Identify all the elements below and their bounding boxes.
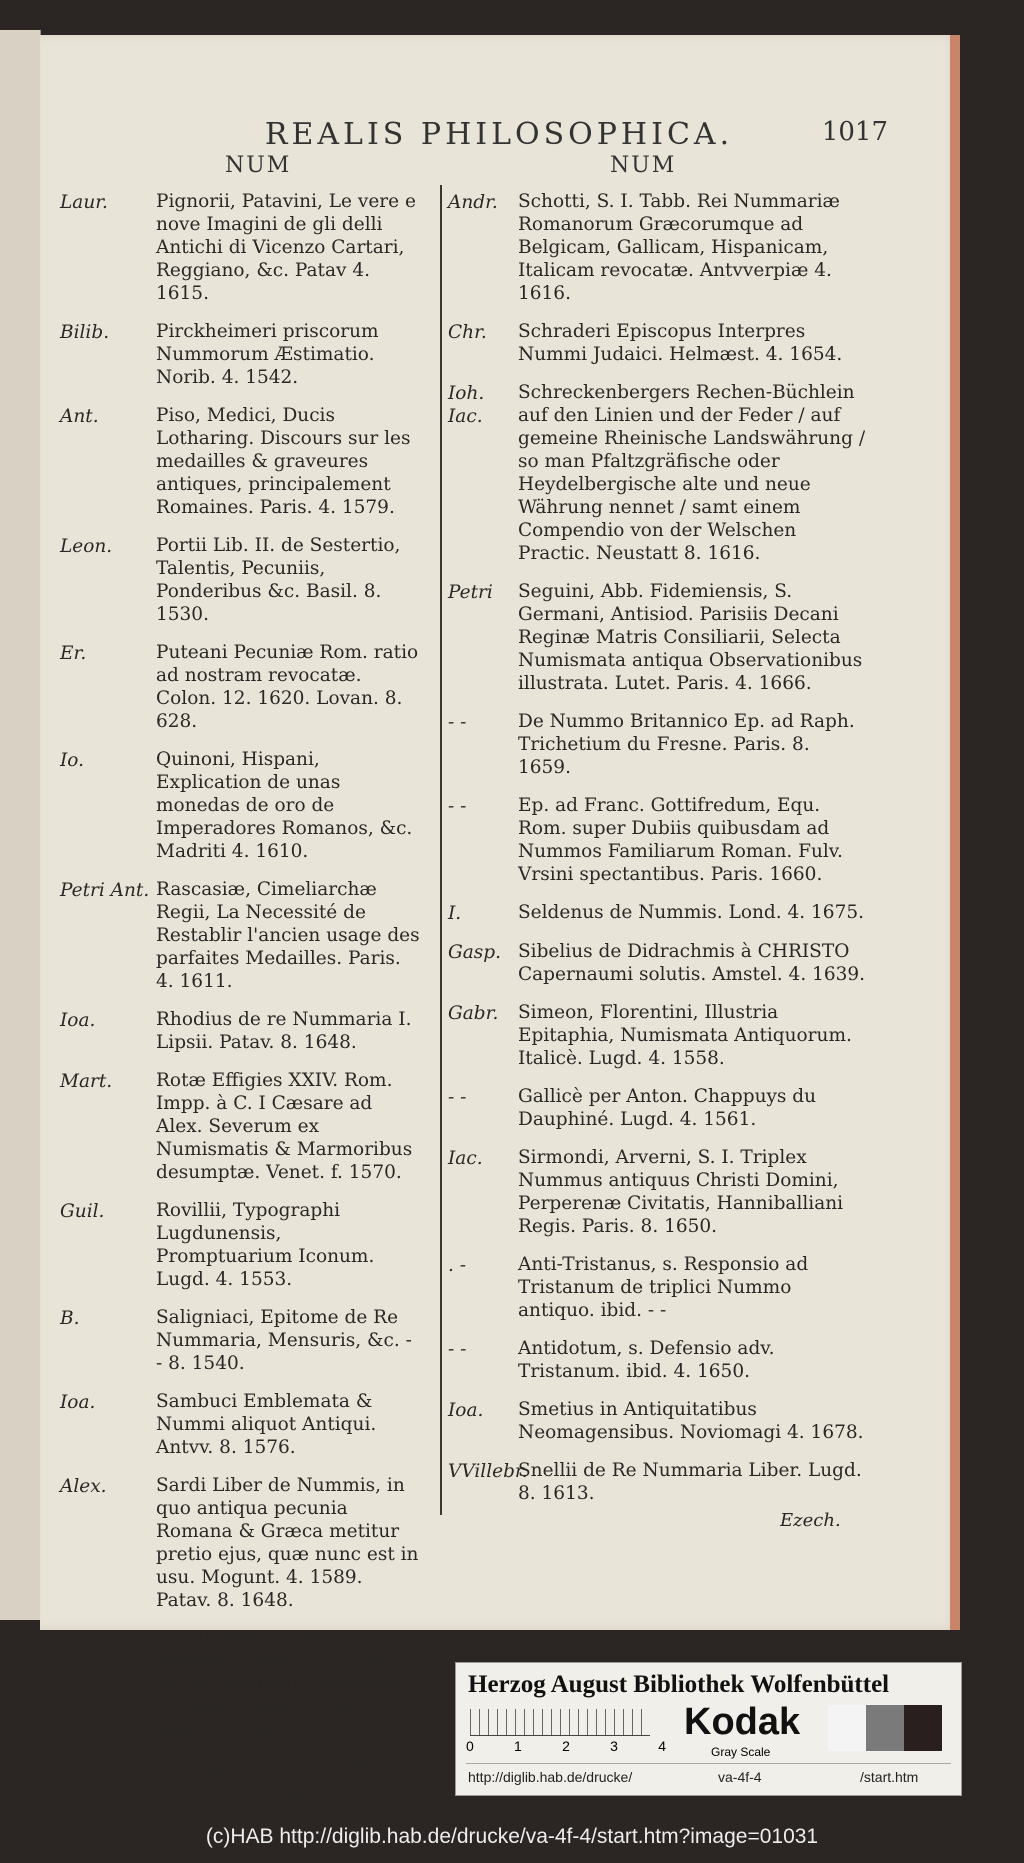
entry-text: Schraderi Episcopus Interpres Nummi Judaici. Helmæst. 4. 1654. — [518, 321, 843, 365]
entry-text: Puteani Pecuniæ Rom. ratio ad nostram revocatæ. Colon. 12. 1620. Lovan. 8. 628. — [156, 642, 419, 732]
entry-forename: Ant. — [60, 406, 99, 427]
bibliography-entry — [448, 710, 868, 779]
gray-swatch — [828, 1705, 866, 1751]
ruler-labels — [466, 1738, 666, 1754]
bibliography-entry — [448, 1085, 868, 1131]
ruler-label: 4 — [658, 1738, 666, 1754]
page-fore-edge — [950, 35, 960, 1630]
running-head: REALIS PHILOSOPHICA. — [264, 117, 734, 152]
bibliography-entry — [60, 641, 420, 733]
left-column-head: NUM — [225, 153, 292, 178]
entry-text: Rascasiæ, Cimeliarchæ Regii, La Necessité de Restablir l'ancien usage des parfaites Medailles. Paris. 4. 1611. — [156, 879, 420, 992]
entry-text: Saligniaci, Epitome de Re Nummaria, Mensuris, &c. - - 8. 1540. — [156, 1307, 412, 1374]
entry-forename: Petri Ant. — [60, 880, 150, 901]
entry-forename: Gasp. — [448, 942, 502, 963]
bibliography-entry — [60, 1627, 420, 1742]
entry-forename: Ioh. Iac. — [448, 383, 485, 427]
bibliography-entry — [448, 1253, 868, 1322]
bibliography-entry — [60, 878, 420, 993]
library-name: Herzog August Bibliothek Wolfenbüttel — [468, 1671, 890, 1698]
entry-forename: Gabr. — [448, 1003, 499, 1024]
entry-forename: B. — [60, 1308, 80, 1329]
bibliography-entry — [60, 404, 420, 519]
entry-text: Quinoni, Hispani, Explication de unas monedas de oro de Imperadores Romanos, &c. Madriti 4. 1610. — [156, 749, 413, 862]
gray-swatch — [866, 1705, 904, 1751]
bibliography-entry — [448, 1146, 868, 1238]
entry-forename: - - — [448, 796, 467, 817]
entry-text: Pignorii, Patavini, Le vere e nove Imagini de gli delli Antichi di Vicenzo Cartari, Reggiano, &c. Patav 4. 1615. — [156, 191, 416, 304]
entry-text: Simeon, Florentini, Illustria Epitaphia, Numismata Antiquorum. Italicè. Lugd. 4. 1558. — [518, 1002, 852, 1069]
copyright-footer: (c)HAB http://diglib.hab.de/drucke/va-4f-4/start.htm?image=01031 — [205, 1825, 819, 1848]
entry-forename: Ioa. — [448, 1400, 484, 1421]
entry-text: Scaligeri Dissert. de Re Nummaria. Lugd. B. 8. 1616. — [156, 1758, 378, 1825]
entry-forename: VVillebr. — [448, 1461, 528, 1482]
ruler-label: 0 — [466, 1738, 474, 1754]
ruler-label: 3 — [610, 1738, 618, 1754]
scale-ruler — [470, 1709, 650, 1736]
gray-scale-swatches — [828, 1705, 942, 1751]
bibliography-entry — [448, 320, 868, 366]
card-url-base: http://diglib.hab.de/drucke/ — [468, 1769, 633, 1785]
left-column — [60, 190, 420, 1841]
entry-text: Sambuci Emblemata & Nummi aliquot Antiqui. Antvv. 8. 1576. — [156, 1391, 377, 1458]
right-column — [448, 190, 868, 1520]
bibliography-entry — [448, 1337, 868, 1383]
bibliography-entry — [448, 190, 868, 305]
entry-forename: - - — [448, 1087, 467, 1108]
entry-text: Sirmondi, Arverni, S. I. Triplex Nummus antiquus Christi Domini, Perperenæ Civitatis, Hanniballiani Regis. Paris. 8. 1650. — [518, 1147, 844, 1237]
bibliography-entry — [60, 1474, 420, 1612]
entry-forename: Leon. — [60, 536, 113, 557]
entry-text: Smetius in Antiquitatibus Neomagensibus. Noviomagi 4. 1678. — [518, 1399, 864, 1443]
entry-forename: . - — [448, 1255, 467, 1276]
entry-text: Portii Lib. II. de Sestertio, Talentis, Pecuniis, Ponderibus &c. Basil. 8. 1530. — [156, 535, 401, 625]
entry-forename: - - — [448, 712, 467, 733]
entry-text: De Nummo Britannico Ep. ad Raph. Trichetium du Fresne. Paris. 8. 1659. — [518, 711, 855, 778]
bibliography-entry — [60, 190, 420, 305]
entry-text: Antidotum, s. Defensio adv. Tristanum. ibid. 4. 1650. — [518, 1338, 775, 1382]
gray-swatch — [904, 1705, 942, 1751]
bibliography-entry — [448, 1459, 868, 1505]
bibliography-entry — [60, 320, 420, 389]
entry-forename: I. — [448, 903, 462, 924]
bibliography-entry — [60, 534, 420, 626]
bibliography-entry — [60, 1008, 420, 1054]
card-separator — [466, 1763, 951, 1764]
entry-forename: Petri — [448, 582, 493, 603]
kodak-logo: Kodak — [684, 1701, 801, 1743]
entry-text: Rhodius de re Nummaria I. Lipsii. Patav. 8. 1648. — [156, 1009, 412, 1053]
entry-text: Rotæ Effigies XXIV. Rom. Impp. à C. I Cæsare ad Alex. Severum ex Numismatis & Marmoribus desumptæ. Venet. f. 1570. — [156, 1070, 413, 1183]
bibliography-entry — [60, 748, 420, 863]
entry-text: Savot, Medici Regii & Professor. Paris. Discours sur les Medailles antiques, en quatre parties, &c. Paris. 4. 1627. — [156, 1628, 408, 1741]
entry-text: Anti-Tristanus, s. Responsio ad Tristanum de triplici Nummo antiquo. ibid. - - — [518, 1254, 809, 1321]
bibliography-entry — [448, 794, 868, 886]
page-number: 1017 — [821, 117, 888, 147]
bibliography-entry — [60, 1757, 420, 1826]
entry-forename: Er. — [60, 643, 87, 664]
card-url-page: /start.htm — [860, 1769, 919, 1785]
entry-text: Snellii de Re Nummaria Liber. Lugd. 8. 1613. — [518, 1460, 862, 1504]
ruler-label: 2 — [562, 1738, 570, 1754]
bibliography-entry — [60, 1390, 420, 1459]
entry-forename: Ioa. — [60, 1392, 96, 1413]
entry-forename: Laur. — [60, 192, 108, 213]
entry-text: Piso, Medici, Ducis Lotharing. Discours sur les medailles & graveures antiques, principalement Romaines. Paris. 4. 1579. — [156, 405, 411, 518]
entry-forename: Io. — [60, 750, 85, 771]
bibliography-entry — [448, 1398, 868, 1444]
bibliography-entry — [448, 580, 868, 695]
entry-text: Seguini, Abb. Fidemiensis, S. Germani, Antisiod. Parisiis Decani Reginæ Matris Consiliarii, Selecta Numismata antiqua Observationibus illustrata. Lutet. Paris. 4. 1666. — [518, 581, 863, 694]
entry-text: Sibelius de Didrachmis à CHRISTO Capernaumi solutis. Amstel. 4. 1639. — [518, 941, 866, 985]
bibliography-entry — [448, 940, 868, 986]
entry-text: Schreckenbergers Rechen-Büchlein auf den Linien und der Feder / auf gemeine Rheinische Landswährung / so man Pfaltzgräfische oder Heydelbergische alte und neue Währung nennet / samt einem Compendio von der Welschen Practic. Neustatt 8. 1616. — [518, 382, 866, 564]
ruler-label: 1 — [514, 1738, 522, 1754]
entry-forename: Andr. — [448, 192, 498, 213]
entry-forename: Mart. — [60, 1071, 113, 1092]
right-column-head: NUM — [610, 153, 677, 178]
entry-text: Seldenus de Nummis. Lond. 4. 1675. — [518, 902, 864, 923]
entry-forename: Guil. — [60, 1201, 105, 1222]
entry-text: Schotti, S. I. Tabb. Rei Nummariæ Romanorum Græcorumque ad Belgicam, Gallicam, Hispanicam, Italicam revocatæ. Antvverpiæ 4. 1616. — [518, 191, 840, 304]
entry-text: Rovillii, Typographi Lugdunensis, Promptuarium Iconum. Lugd. 4. 1553. — [156, 1200, 375, 1290]
entry-forename: Iac. — [448, 1148, 483, 1169]
entry-forename: - - — [448, 1339, 467, 1360]
entry-forename: Lud. — [60, 1629, 102, 1650]
library-color-card — [455, 1662, 962, 1796]
catchword: Ezech. — [780, 1510, 841, 1531]
bibliography-entry — [60, 1199, 420, 1291]
bibliography-entry — [448, 901, 868, 925]
entry-forename: Bilib. — [60, 322, 110, 343]
bibliography-entry — [60, 1306, 420, 1375]
facing-page-edge — [0, 30, 41, 1620]
entry-text: Gallicè per Anton. Chappuys du Dauphiné. Lugd. 4. 1561. — [518, 1086, 817, 1130]
bibliography-entry — [448, 381, 868, 565]
entry-forename: Ios. I. — [60, 1759, 113, 1780]
column-divider — [440, 185, 442, 1515]
entry-forename: Alex. — [60, 1476, 107, 1497]
gray-scale-label: Gray Scale — [711, 1745, 771, 1759]
entry-text: Pirckheimeri priscorum Nummorum Æstimatio. Norib. 4. 1542. — [156, 321, 379, 388]
bibliography-entry — [448, 1001, 868, 1070]
card-url-shelfmark: va-4f-4 — [718, 1769, 762, 1785]
entry-text: Ep. ad Franc. Gottifredum, Equ. Rom. super Dubiis quibusdam ad Nummos Familiarum Roman. Fulv. Vrsini spectantibus. Paris. 1660. — [518, 795, 843, 885]
entry-text: Sardi Liber de Nummis, in quo antiqua pecunia Romana & Græca metitur pretio ejus, quæ nunc est in usu. Mogunt. 4. 1589. Patav. 8. 1648. — [156, 1475, 419, 1611]
entry-forename: Ioa. — [60, 1010, 96, 1031]
bibliography-entry — [60, 1069, 420, 1184]
entry-forename: Chr. — [448, 322, 487, 343]
